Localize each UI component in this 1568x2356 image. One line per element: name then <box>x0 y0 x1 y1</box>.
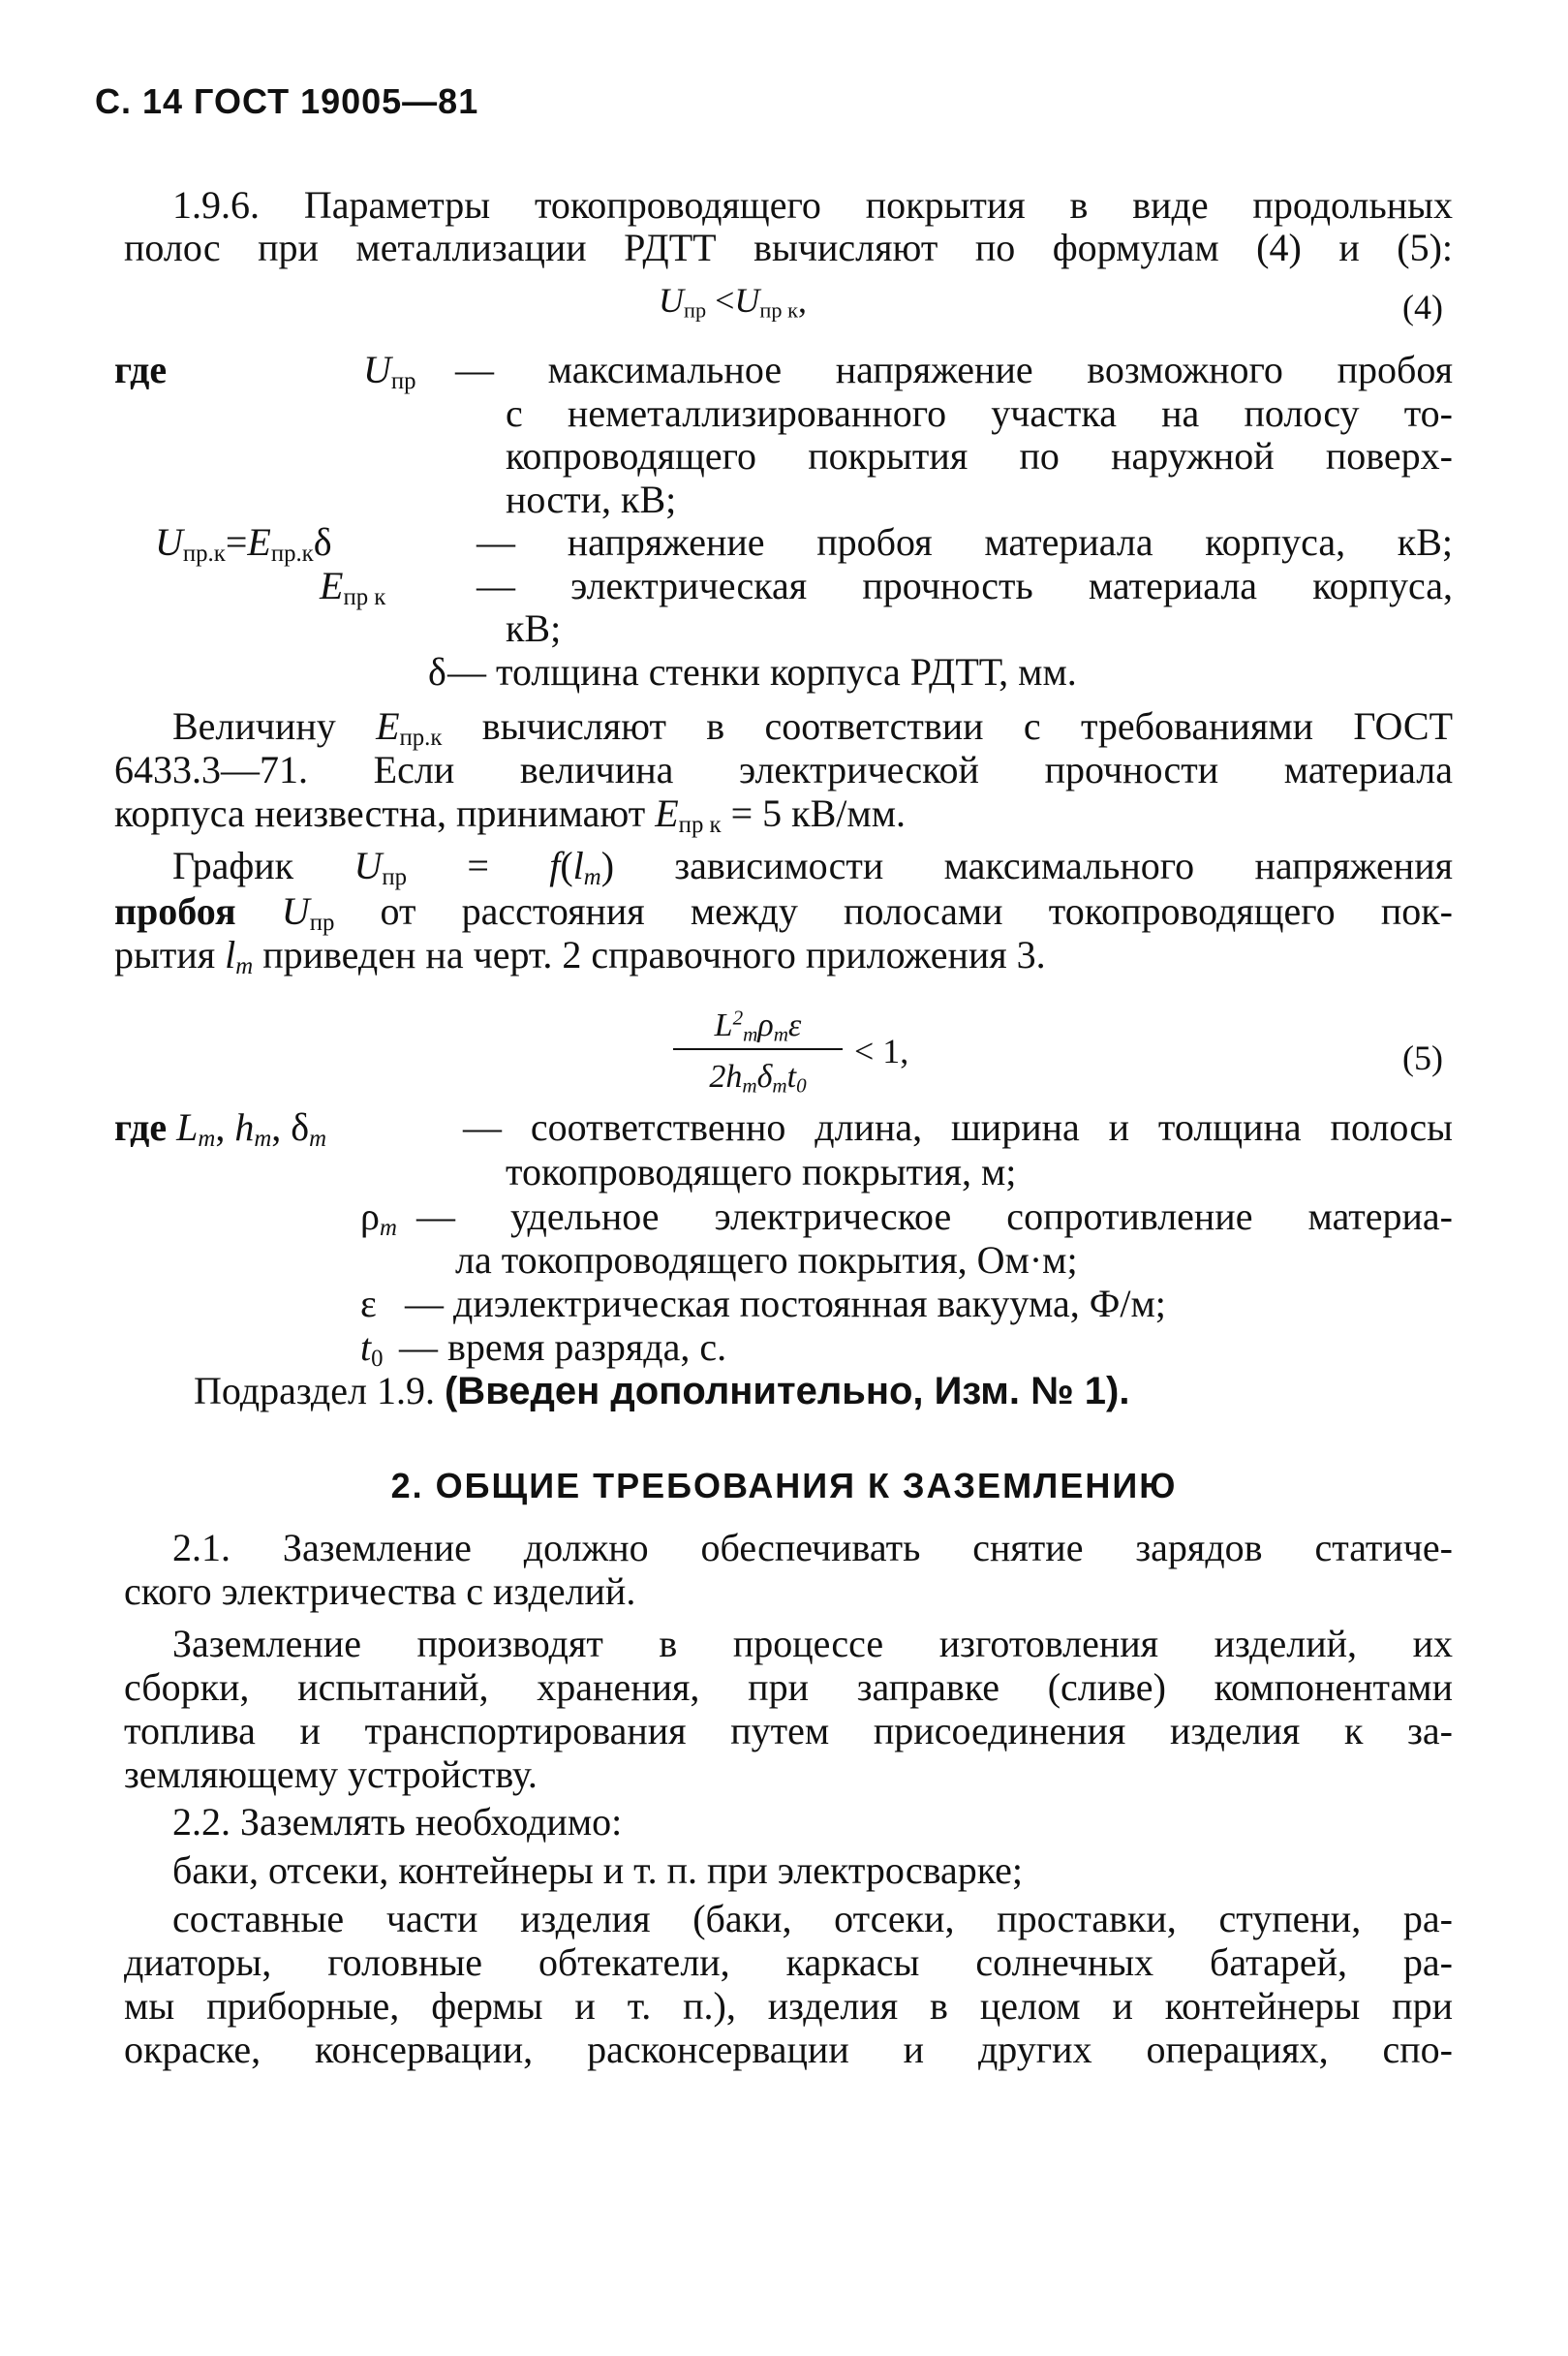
definition-line: — удельное электрическое сопротивление материа- <box>416 1194 1453 1238</box>
paragraph-line: рытия $l_m$ приведен на черт. 2 справочного приложения 3. <box>114 933 1046 980</box>
paragraph-line: мы приборные, фермы и т. п.), изделия в целом и контейнеры при <box>124 1984 1453 2028</box>
formula-4: $U_{пр} <U_{пр к}$, <box>659 281 807 323</box>
definition-line: — напряжение пробоя материала корпуса, кВ; <box>477 520 1453 564</box>
equation-number-5: (5) <box>1402 1038 1443 1077</box>
paragraph-line: составные части изделия (баки, отсеки, проставки, ступени, ра- <box>172 1897 1453 1940</box>
paragraph-line: График $U_{пр} = f(l_m)$ зависимости максимального напряжения <box>172 844 1453 891</box>
symbol-epsilon: ε <box>360 1282 377 1325</box>
definition-line: — соответственно длина, ширина и толщина полосы <box>463 1105 1453 1149</box>
paragraph-line: 6433.3—71. Если величина электрической прочности материала <box>114 748 1453 791</box>
symbol-u-pr: $U_{пр}$ <box>363 348 416 395</box>
symbol-delta: δ <box>428 650 446 694</box>
section-heading: 2. ОБЩИЕ ТРЕБОВАНИЯ К ЗАЗЕМЛЕНИЮ <box>390 1466 1178 1505</box>
paragraph-line: топлива и транспортирования путем присоединения изделия к за- <box>124 1709 1453 1752</box>
definition-line: — толщина стенки корпуса РДТТ, мм. <box>447 650 1077 694</box>
definition-line: с неметаллизированного участка на полосу то- <box>506 391 1453 435</box>
paragraph-line: земляющему устройству. <box>124 1752 538 1796</box>
definition-line: — максимальное напряжение возможного пробоя <box>455 348 1453 391</box>
paragraph-line: окраске, консервации, расконсервации и других операциях, спо- <box>124 2028 1453 2071</box>
symbol-e-pr-k: $E_{пр к}$ <box>320 564 386 611</box>
definition-line: копроводящего покрытия по наружной поверх- <box>506 434 1453 478</box>
paragraph-line: 1.9.6. Параметры токопроводящего покрытия в виде продольных <box>172 183 1453 227</box>
formula-5-numerator: $L^2_m\rho_m\varepsilon$ <box>714 1006 802 1046</box>
definition-line: — диэлектрическая постоянная вакуума, Ф/м; <box>405 1282 1166 1325</box>
amendment-note: Подраздел 1.9. (Введен дополнительно, Изм. № 1). <box>194 1369 1130 1412</box>
definition-line: кВ; <box>506 606 562 650</box>
definition-line: — время разряда, с. <box>399 1325 727 1369</box>
paragraph-line: 2.1. Заземление должно обеспечивать снятие зарядов статиче- <box>172 1526 1453 1569</box>
paragraph-line: Заземление производят в процессе изготовления изделий, их <box>172 1622 1453 1665</box>
paragraph-line: полос при металлизации РДТТ вычисляют по формулам (4) и (5): <box>124 226 1453 269</box>
page-header: С. 14 ГОСТ 19005—81 <box>95 81 479 121</box>
formula-5-denominator: $2h_m\delta_mt_0$ <box>709 1059 807 1098</box>
symbol-lm-hm-dm: где $L_m$, $h_m$, $\delta_m$ <box>114 1105 327 1153</box>
symbol-t0: $t_0$ <box>360 1325 384 1373</box>
symbol-u-pr-k: $U_{пр.к}=E_{пр.к}\delta$ <box>155 520 332 568</box>
paragraph-line: 2.2. Заземлять необходимо: <box>172 1800 623 1844</box>
paragraph-line: баки, отсеки, контейнеры и т. п. при электросварке; <box>172 1848 1024 1892</box>
definition-line: ла токопроводящего покрытия, Ом·м; <box>455 1238 1078 1282</box>
symbol-rho-m: $\rho_m$ <box>360 1194 397 1242</box>
paragraph-line: сборки, испытаний, хранения, при заправке (сливе) компонентами <box>124 1665 1453 1709</box>
paragraph-line: диаторы, головные обтекатели, каркасы солнечных батарей, ра- <box>124 1940 1453 1984</box>
paragraph-line: ского электричества с изделий. <box>124 1569 636 1613</box>
formula-5-relation: < 1, <box>854 1032 909 1070</box>
where-label: где <box>114 348 168 391</box>
definition-line: токопроводящего покрытия, м; <box>506 1150 1017 1194</box>
equation-number-4: (4) <box>1402 288 1443 326</box>
paragraph-line: пробоя $U_{пр}$ от расстояния между полосами токопроводящего пок- <box>114 889 1453 937</box>
paragraph-line: Величину $E_{пр.к}$ вычисляют в соответствии с требованиями ГОСТ <box>172 704 1454 752</box>
paragraph-line: корпуса неизвестна, принимают $E_{пр к} = 5$ кВ/мм. <box>114 791 907 839</box>
definition-line: ности, кВ; <box>506 478 677 521</box>
definition-line: — электрическая прочность материала корпуса, <box>477 564 1453 607</box>
fraction-bar <box>673 1048 843 1050</box>
